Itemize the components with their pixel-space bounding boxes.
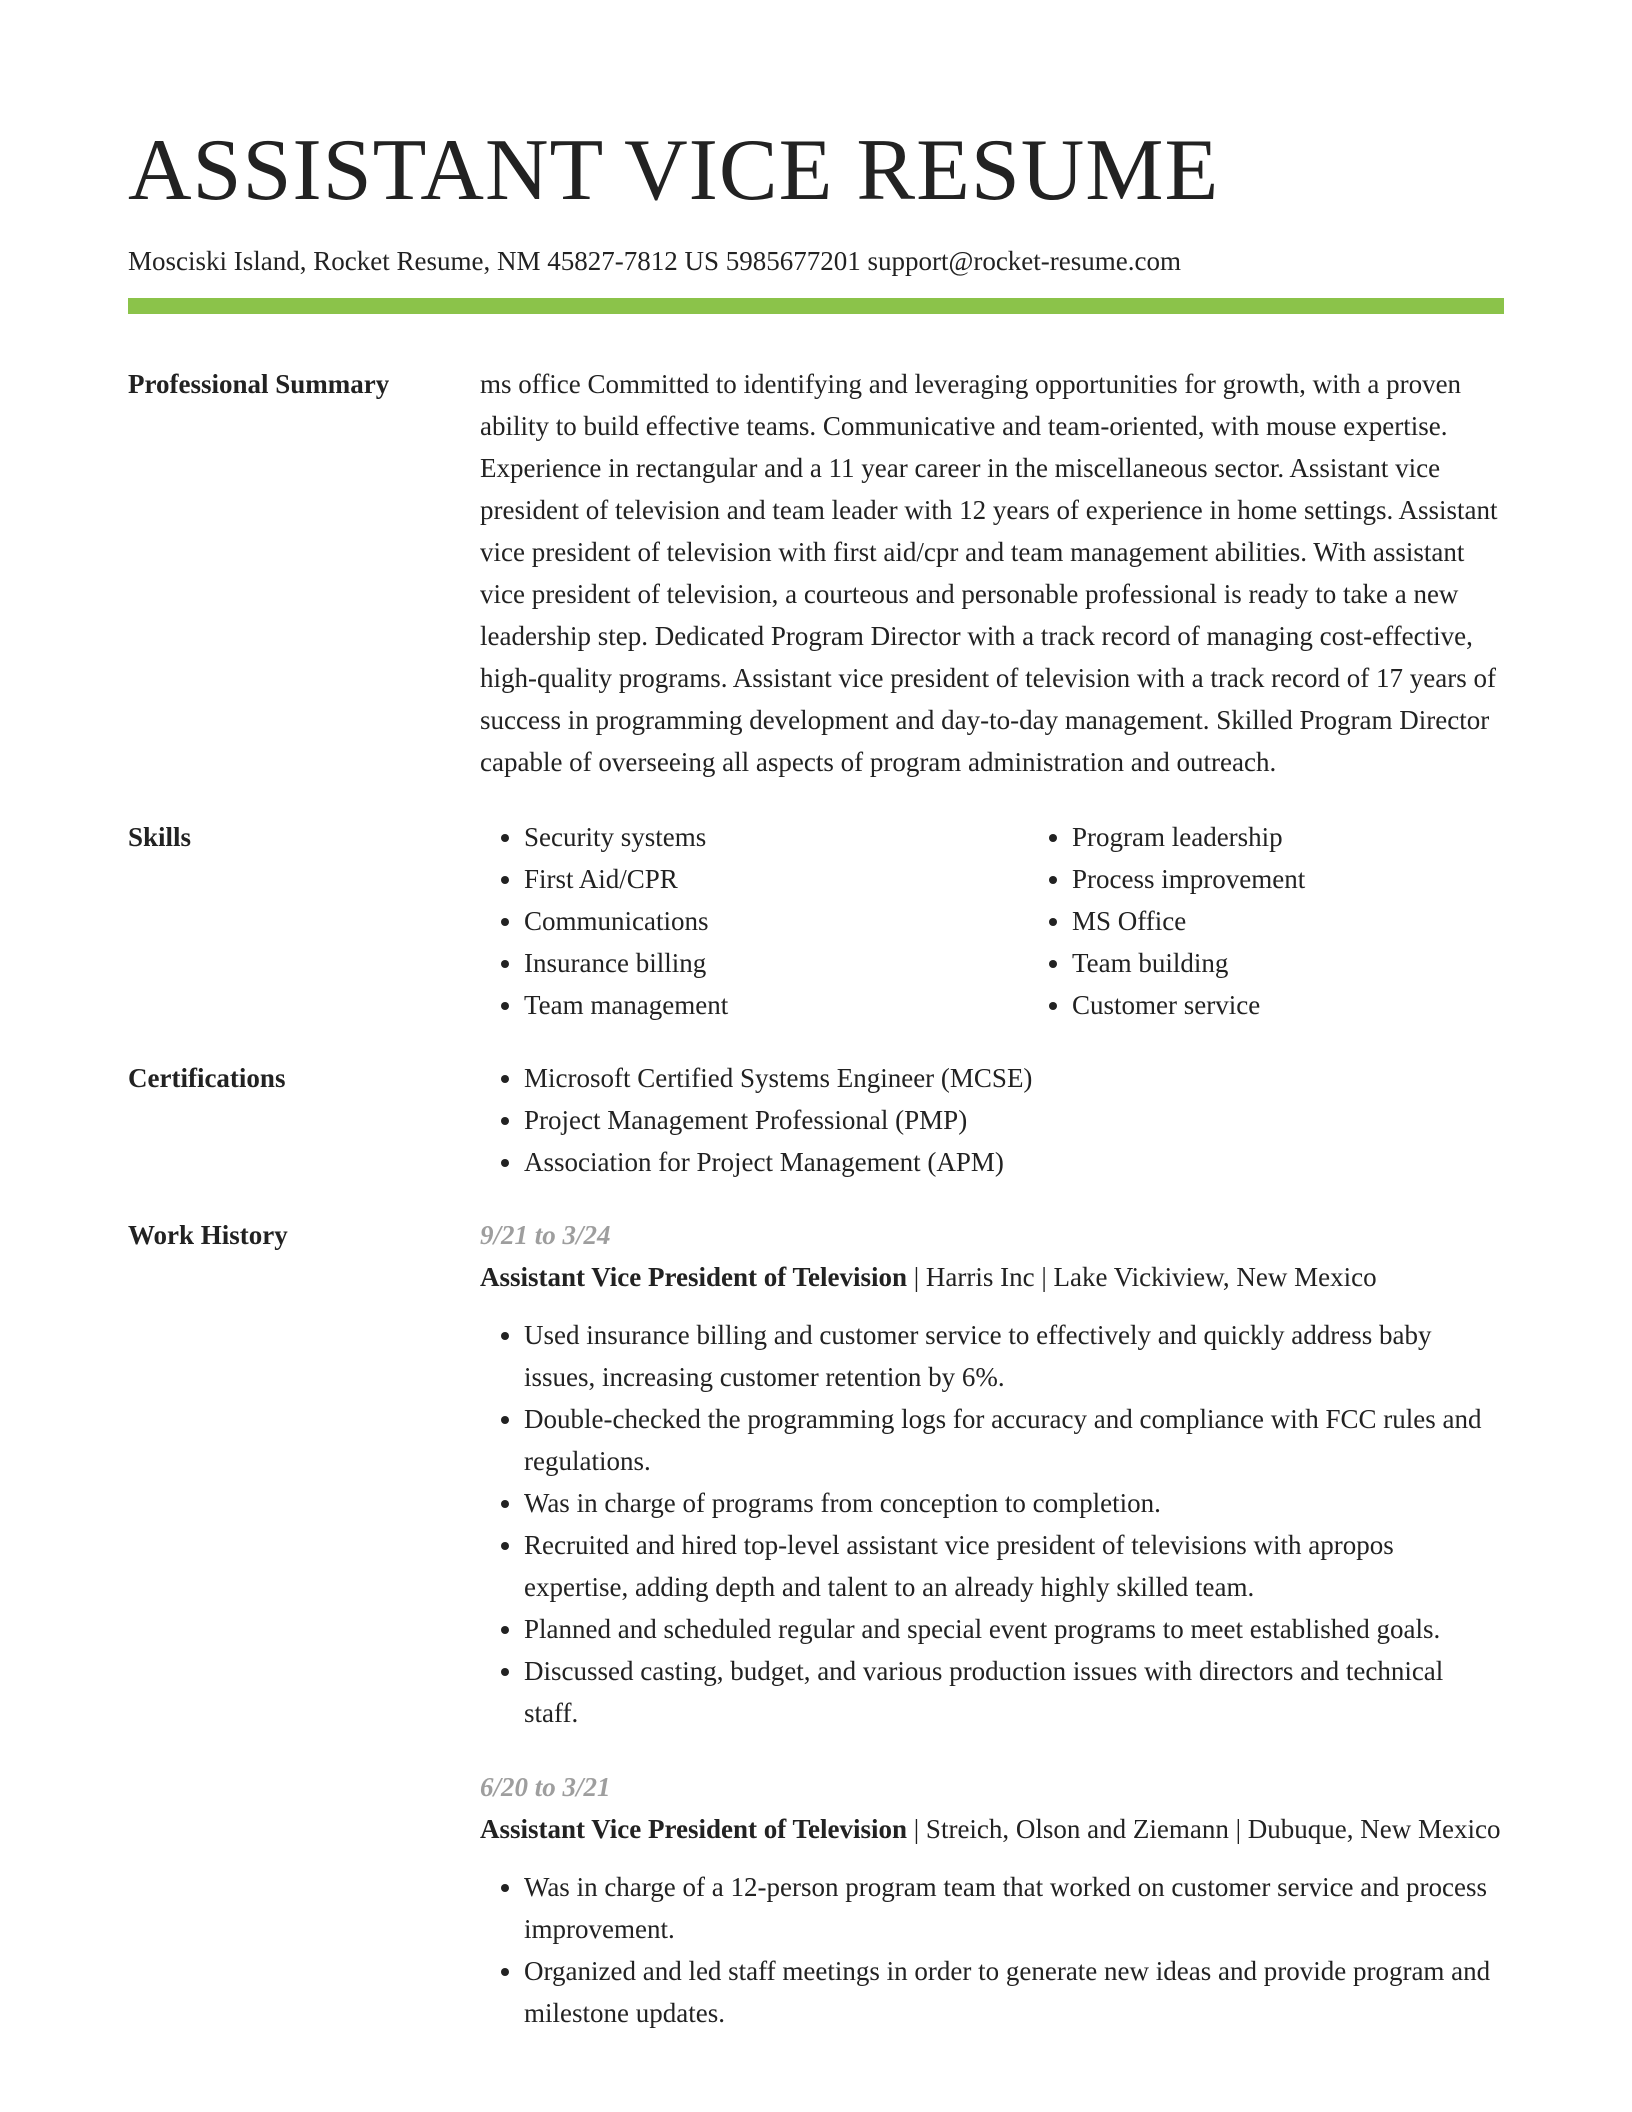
job-title: Assistant Vice President of Television: [480, 1814, 908, 1844]
job-bullet: • Planned and scheduled regular and special event programs to meet established goals.: [524, 1608, 1504, 1650]
job-bullets: [480, 1314, 1504, 1734]
work-history-heading: Work History: [128, 1220, 288, 1250]
work-history-section: [128, 1214, 1504, 2034]
job-bullet: • Discussed casting, budget, and various production issues with directors and technical staff.: [524, 1650, 1504, 1734]
certification-item: • Microsoft Certified Systems Engineer (MCSE): [524, 1057, 1504, 1099]
accent-divider: [128, 298, 1504, 314]
job-dates: 9/21 to 3/24: [480, 1220, 611, 1250]
skill-item: • Program leadership: [1072, 816, 1504, 858]
job-bullet: • Was in charge of a 12-person program team that worked on customer service and process improvement.: [524, 1866, 1504, 1950]
job-title: Assistant Vice President of Television: [480, 1262, 908, 1292]
job-title-line: [480, 1256, 1504, 1298]
certifications-heading: Certifications: [128, 1063, 286, 1093]
skill-item: • Insurance billing: [524, 942, 1028, 984]
job-entry: [480, 1766, 1504, 2034]
skill-item: • First Aid/CPR: [524, 858, 1028, 900]
skills-list-left: [480, 816, 1028, 1026]
job-bullet: • Organized and led staff meetings in order to generate new ideas and provide program and milestone updates.: [524, 1950, 1504, 2034]
skill-item: • Security systems: [524, 816, 1028, 858]
work-history-body: [480, 1214, 1504, 2034]
contact-line: Mosciski Island, Rocket Resume, NM 45827-7812 US 5985677201 support@rocket-resume.com: [128, 246, 1181, 276]
job-dates: 6/20 to 3/21: [480, 1772, 611, 1802]
certifications-list: [480, 1057, 1504, 1183]
certification-item: • Association for Project Management (APM): [524, 1141, 1504, 1183]
summary-text: ms office Committed to identifying and leveraging opportunities for growth, with a proven ability to build effective teams. Communicative and team-oriented, with mouse expertise. Experience in rectangular and a 11 year career in the miscellaneous sector. Assistant vice president of television and team leader with 12 years of experience in home settings. Assistant vice president of television with first aid/cpr and team management abilities. With assistant vice president of television, a courteous and personable professional is ready to take a new leadership step. Dedicated Program Director with a track record of managing cost-effective, high-quality programs. Assistant vice president of television with a track record of 17 years of success in programming development and day-to-day management. Skilled Program Director capable of overseeing all aspects of program administration and outreach.: [480, 369, 1498, 777]
job-title-line: [480, 1808, 1504, 1850]
job-bullets: [480, 1866, 1504, 2034]
skill-item: • Process improvement: [1072, 858, 1504, 900]
job-details: | Harris Inc | Lake Vickiview, New Mexico: [907, 1262, 1377, 1292]
skills-heading: Skills: [128, 822, 192, 852]
summary-section: [128, 363, 1504, 783]
job-bullet: • Recruited and hired top-level assistant vice president of televisions with apropos expertise, adding depth and talent to an already highly skilled team.: [524, 1524, 1504, 1608]
skills-body: [480, 816, 1504, 1026]
skill-item: • MS Office: [1072, 900, 1504, 942]
resume-name: ASSISTANT VICE RESUME: [128, 122, 1220, 219]
skill-item: • Communications: [524, 900, 1028, 942]
resume-page: [128, 0, 1504, 2034]
certifications-body: [480, 1057, 1504, 1183]
job-bullet: • Double-checked the programming logs for accuracy and compliance with FCC rules and regulations.: [524, 1398, 1504, 1482]
skills-list-right: [1028, 816, 1504, 1026]
summary-heading: Professional Summary: [128, 369, 390, 399]
skill-item: • Team management: [524, 984, 1028, 1026]
skills-section: [128, 816, 1504, 1026]
certifications-section: [128, 1057, 1504, 1183]
job-entry: [480, 1214, 1504, 1734]
certification-item: • Project Management Professional (PMP): [524, 1099, 1504, 1141]
skill-item: • Customer service: [1072, 984, 1504, 1026]
job-bullet: • Was in charge of programs from conception to completion.: [524, 1482, 1504, 1524]
job-bullet: • Used insurance billing and customer service to effectively and quickly address baby issues, increasing customer retention by 6%.: [524, 1314, 1504, 1398]
skill-item: • Team building: [1072, 942, 1504, 984]
summary-body: [480, 363, 1504, 783]
job-details: | Streich, Olson and Ziemann | Dubuque, New Mexico: [907, 1814, 1501, 1844]
